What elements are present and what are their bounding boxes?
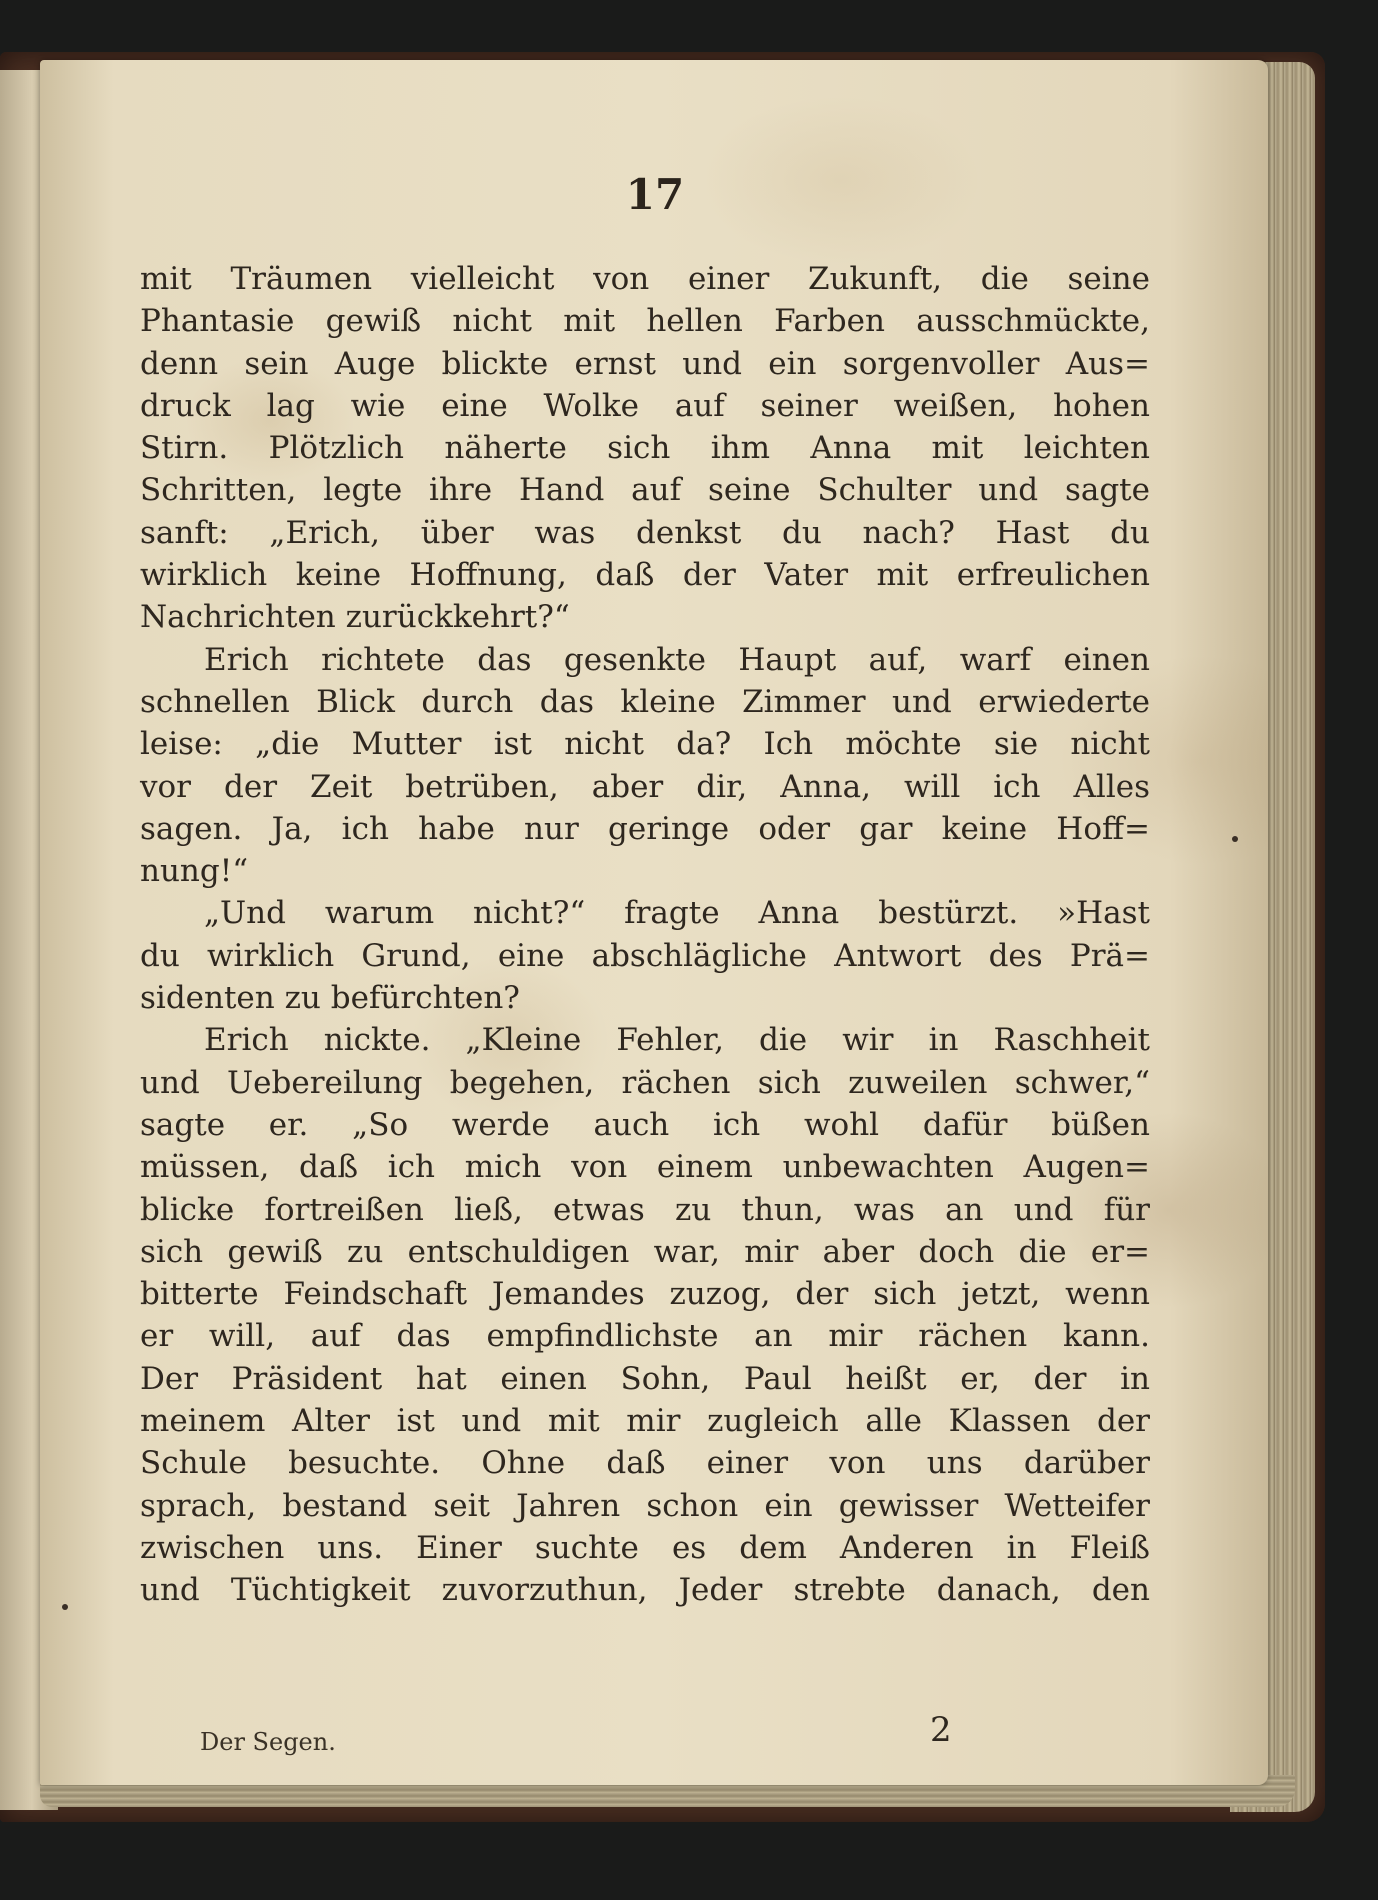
text-line: wirklich keine Hoffnung, daß der Vater mit erfreulichen xyxy=(140,557,1150,594)
text-line: leise: „die Mutter ist nicht da? Ich möchte sie nicht xyxy=(140,726,1150,763)
text-line: du wirklich Grund, eine abschlägliche Antwort des Prä= xyxy=(140,937,1150,974)
page xyxy=(40,60,1268,1785)
ink-speck xyxy=(1232,836,1238,842)
text-line: sidenten zu befürchten? xyxy=(140,980,520,1017)
text-line: Erich nickte. „Kleine Fehler, die wir in Raschheit xyxy=(204,1022,1150,1059)
text-line: müssen, daß ich mich von einem unbewachten Augen= xyxy=(140,1149,1150,1186)
text-line: mit Träumen vielleicht von einer Zukunft, die seine xyxy=(140,261,1150,297)
text-line: Schule besuchte. Ohne daß einer von uns darüber xyxy=(140,1445,1150,1482)
text-line: zwischen uns. Einer suchte es dem Anderen in Fleiß xyxy=(140,1529,1150,1566)
text-line: meinem Alter ist und mit mir zugleich alle Klassen der xyxy=(140,1403,1150,1440)
text-line: Der Präsident hat einen Sohn, Paul heißt er, der in xyxy=(140,1360,1150,1397)
text-line: Stirn. Plötzlich näherte sich ihm Anna mit leichten xyxy=(140,430,1150,467)
text-line: Schritten, legte ihre Hand auf seine Schulter und sagte xyxy=(140,472,1150,509)
text-line: sagte er. „So werde auch ich wohl dafür büßen xyxy=(140,1106,1150,1143)
text-line: nung!“ xyxy=(140,853,249,890)
ink-speck xyxy=(62,1604,68,1610)
sheet-number: 2 xyxy=(930,1710,952,1750)
text-line: er will, auf das empfindlichste an mir rächen kann. xyxy=(140,1318,1150,1355)
text-line: „Und warum nicht?“ fragte Anna bestürzt. »Hast xyxy=(204,895,1150,932)
text-line: Nachrichten zurückkehrt?“ xyxy=(140,599,570,636)
text-line: sanft: „Erich, über was denkst du nach? Hast du xyxy=(140,514,1150,551)
text-line: vor der Zeit betrüben, aber dir, Anna, will ich Alles xyxy=(140,768,1150,805)
text-line: druck lag wie eine Wolke auf seiner weißen, hohen xyxy=(140,387,1150,424)
text-line: und Uebereilung begehen, rächen sich zuweilen schwer,“ xyxy=(140,1064,1150,1101)
text-line: sprach, bestand seit Jahren schon ein gewisser Wetteifer xyxy=(140,1487,1150,1524)
text-line: Phantasie gewiß nicht mit hellen Farben ausschmückte, xyxy=(140,303,1150,340)
text-line: blicke fortreißen ließ, etwas zu thun, was an und für xyxy=(140,1191,1150,1228)
text-line: und Tüchtigkeit zuvorzuthun, Jeder strebte danach, den xyxy=(140,1572,1150,1609)
text-line: Erich richtete das gesenkte Haupt auf, warf einen xyxy=(204,641,1150,678)
body-text xyxy=(140,258,1150,1612)
text-line: denn sein Auge blickte ernst und ein sorgenvoller Aus= xyxy=(140,345,1150,382)
text-line: sagen. Ja, ich habe nur geringe oder gar keine Hoff= xyxy=(140,810,1150,847)
text-line: sich gewiß zu entschuldigen war, mir aber doch die er= xyxy=(140,1233,1150,1270)
text-line: schnellen Blick durch das kleine Zimmer und erwiederte xyxy=(140,683,1150,720)
text-line: bitterte Feindschaft Jemandes zuzog, der sich jetzt, wenn xyxy=(140,1276,1150,1313)
page-number: 17 xyxy=(625,170,685,219)
signature-mark: Der Segen. xyxy=(200,1728,336,1756)
